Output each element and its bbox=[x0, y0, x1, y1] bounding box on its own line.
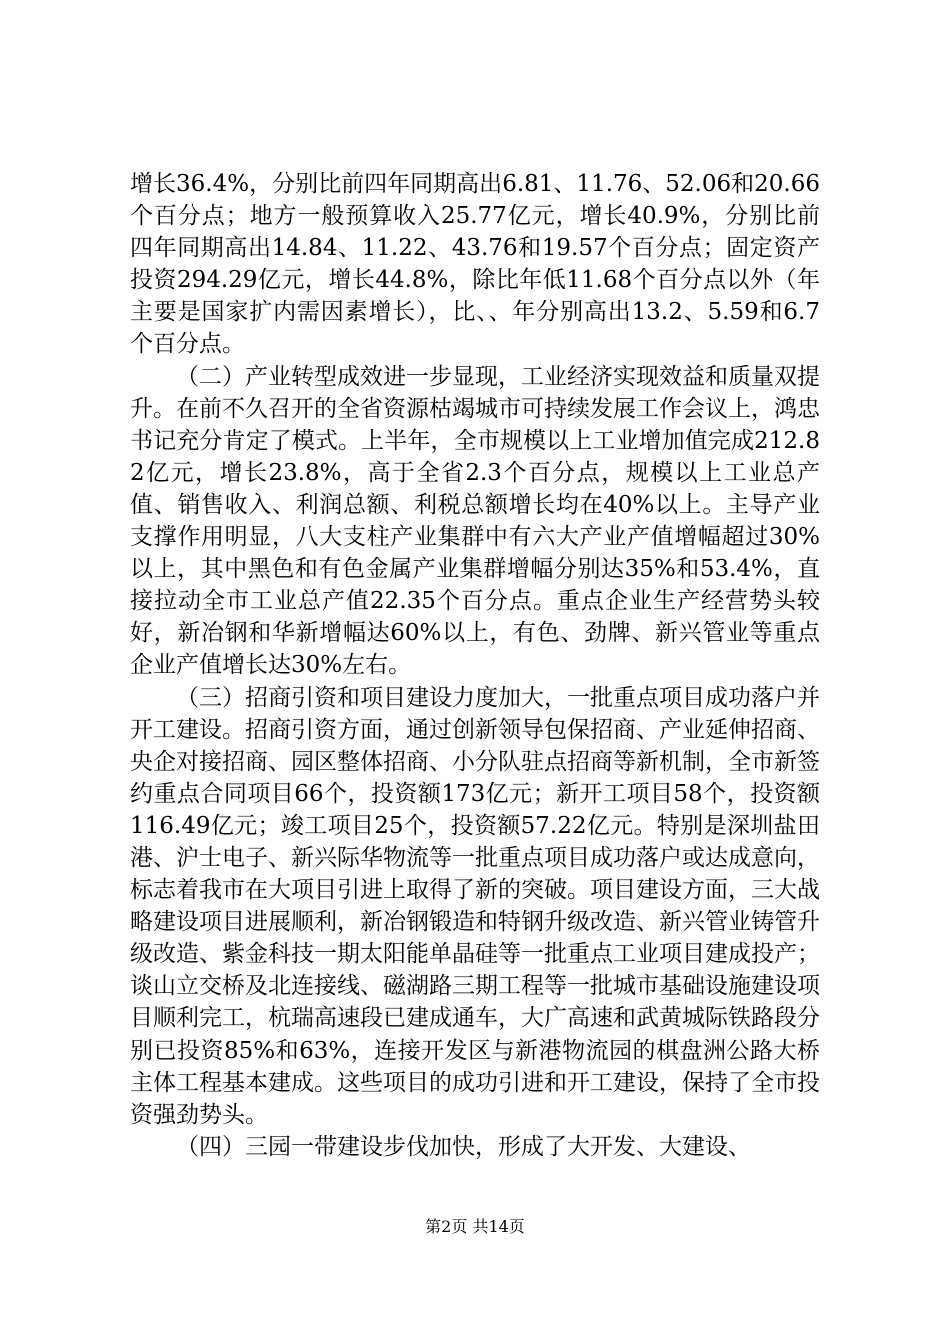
page-number-footer: 第2页 共14页 bbox=[425, 1217, 525, 1236]
paragraph-growth-stats: 增长36.4%，分别比前四年同期高出6.81、11.76、52.06和20.66个百分点；地方一般预算收入25.77亿元，增长40.9%，分别比前四年同期高出14.84、11.22、43.76和19.57个百分点；固定资产投资294.29亿元，增长44.8%，除比年低11.68个百分点以外（年主要是国家扩内需因素增长），比、、年分别高出13.2、5.59和6.7个百分点。 bbox=[130, 171, 820, 358]
paragraph-industry-transformation: （二）产业转型成效进一步显现，工业经济实现效益和质量双提升。在前不久召开的全省资源枯竭城市可持续发展工作会议上，鸿忠书记充分肯定了模式。上半年，全市规模以上工业增加值完成212.82亿元，增长23.8%，高于全省2.3个百分点，规模以上工业总产值、销售收入、利润总额、利税总额增长均在40%以上。主导产业支撑作用明显，八大支柱产业集群中有六大产业产值增幅超过30%以上，其中黑色和有色金属产业集群增幅分别达35%和53.4%，直接拉动全市工业总产值22.35个百分点。重点企业生产经营势头较好，新冶钢和华新增幅达60%以上，有色、劲牌、新兴管业等重点企业产值增长达30%左右。 bbox=[130, 363, 820, 679]
document-body bbox=[130, 168, 820, 1163]
paragraph-parks-construction: （四）三园一带建设步伐加快，形成了大开发、大建设、 bbox=[176, 1133, 751, 1160]
paragraph-investment-projects: （三）招商引资和项目建设力度加大，一批重点项目成功落户并开工建设。招商引资方面，通过创新领导包保招商、产业延伸招商、央企对接招商、园区整体招商、小分队驻点招商等新机制，全市新签约重点合同项目66个，投资额173亿元；新开工项目58个，投资额116.49亿元；竣工项目25个，投资额57.22亿元。特别是深圳盐田港、沪士电子、新兴际华物流等一批重点项目成功落户或达成意向，标志着我市在大项目引进上取得了新的突破。项目建设方面，三大战略建设项目进展顺利，新冶钢锻造和特钢升级改造、新兴管业铸管升级改造、紫金科技一期太阳能单晶硅等一批重点工业项目建成投产；谈山立交桥及北连接线、磁湖路三期工程等一批城市基础设施建设项目顺利完工，杭瑞高速段已建成通车，大广高速和武黄城际铁路段分别已投资85%和63%，连接开发区与新港物流园的棋盘洲公路大桥主体工程基本建成。这些项目的成功引进和开工建设，保持了全市投资强劲势头。 bbox=[130, 684, 820, 1128]
